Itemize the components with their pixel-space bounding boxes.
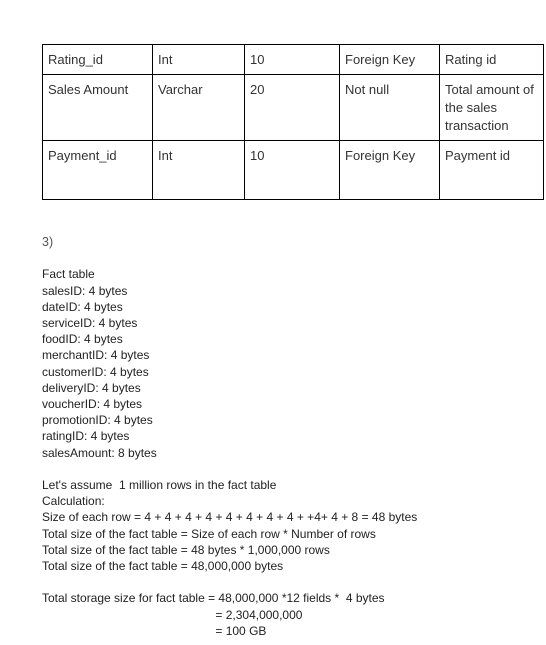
field-item: merchantID: 4 bytes — [42, 348, 150, 363]
storage-line: = 2,304,000,000 — [42, 607, 303, 622]
table-cell: Foreign Key — [340, 45, 440, 75]
table-cell: Total amount of the sales transaction — [440, 75, 544, 141]
table-cell: 20 — [245, 75, 340, 141]
table-cell: 10 — [245, 45, 340, 75]
table-cell: Rating id — [440, 45, 544, 75]
table-cell: Payment_id — [43, 141, 153, 200]
table-cell: Varchar — [153, 75, 245, 141]
schema-table — [42, 44, 544, 200]
table-row — [43, 45, 544, 75]
spacer — [42, 461, 542, 477]
field-item: customerID: 4 bytes — [42, 364, 149, 379]
table-cell: 10 — [245, 141, 340, 200]
table-cell: Int — [153, 141, 245, 200]
section-number: 3) — [42, 235, 54, 249]
fact-table-title: Fact table — [42, 267, 95, 282]
table-cell: Sales Amount — [43, 75, 153, 141]
field-item: foodID: 4 bytes — [42, 332, 123, 347]
table-cell: Not null — [340, 75, 440, 141]
calculation-line: Total size of the fact table = 48 bytes * 1,000,000 rows — [42, 542, 330, 557]
field-item: salesID: 4 bytes — [42, 283, 128, 298]
field-item: dateID: 4 bytes — [42, 299, 123, 314]
table-cell: Int — [153, 45, 245, 75]
table-cell: Rating_id — [43, 45, 153, 75]
storage-line: = 100 GB — [42, 623, 267, 638]
field-item: promotionID: 4 bytes — [42, 413, 153, 428]
assumption-text: Let's assume 1 million rows in the fact table — [42, 478, 277, 493]
calculation-lines — [42, 509, 542, 574]
storage-line: Total storage size for fact table = 48,000,000 *12 fields * 4 bytes — [42, 591, 385, 606]
field-item: serviceID: 4 bytes — [42, 316, 138, 330]
field-item: voucherID: 4 bytes — [42, 397, 143, 412]
storage-lines — [42, 590, 542, 639]
table-row — [43, 75, 544, 141]
field-item: ratingID: 4 bytes — [42, 429, 130, 444]
table-row — [43, 141, 544, 200]
spacer — [42, 574, 542, 590]
table-cell: Foreign Key — [340, 141, 440, 200]
field-item: salesAmount: 8 bytes — [42, 445, 157, 460]
field-item: deliveryID: 4 bytes — [42, 380, 141, 395]
calculation-line: Total size of the fact table = Size of each row * Number of rows — [42, 526, 376, 541]
spacer — [42, 250, 542, 266]
calculation-line: Size of each row = 4 + 4 + 4 + 4 + 4 + 4 + 4 + 4 + +4+ 4 + 8 = 48 bytes — [42, 510, 418, 525]
table-cell: Payment id — [440, 141, 544, 200]
notes-section — [42, 234, 542, 639]
calculation-line: Total size of the fact table = 48,000,000 bytes — [42, 559, 284, 574]
field-list — [42, 283, 542, 461]
calculation-label: Calculation: — [42, 494, 105, 509]
